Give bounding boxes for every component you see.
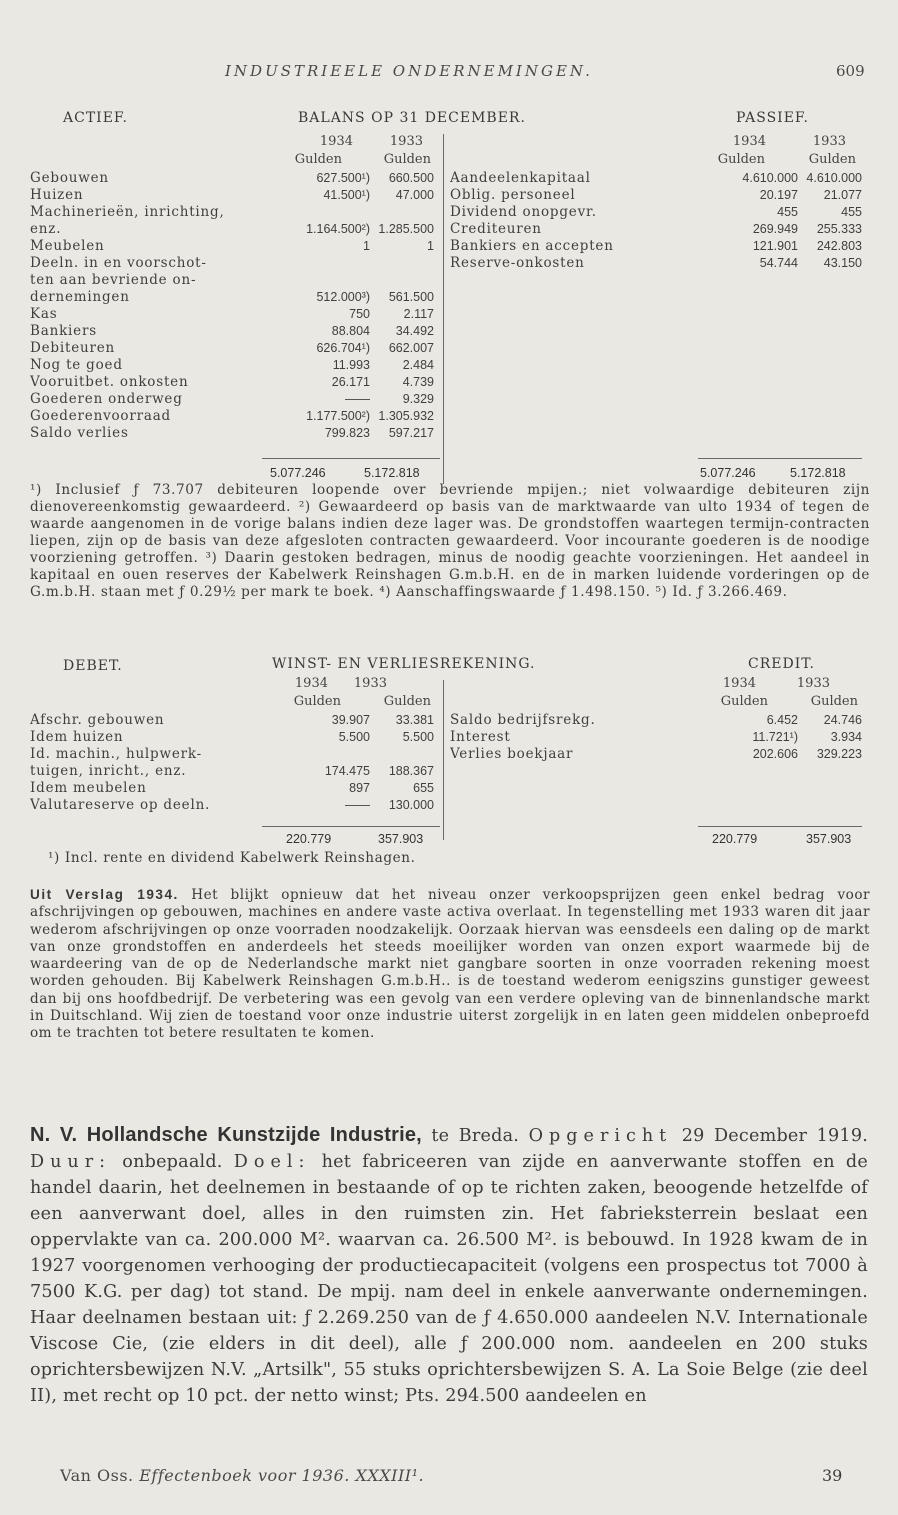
credit-row-value-1933: 329.223 [816,747,862,761]
actief-row-value-1933: 660.500 [388,171,434,185]
passief-row [450,221,862,238]
passief-col-1934: 1934 [732,134,766,149]
credit-row [450,712,862,729]
passief-col-1933: 1933 [812,134,846,149]
actief-row-label: dernemingen [30,289,130,305]
debet-row-label: tuigen, inricht., enz. [30,763,187,779]
passief-row-label: Dividend onopgevr. [450,204,597,220]
company-location: te Breda. [421,1126,529,1146]
actief-row-value-1934 [282,255,370,272]
doel-text: het fabriceeren van zijde en aanverwante stoffen en de handel daarin, het deelnemen in bestaande of op te richten zaken, beoogende hetzelfde of een aanverwant doel, alles in den ruimsten zin. Het fabrieksterrein beslaat een oppervlakte van ca. 200.000 M². waarvan ca. 26.500 M². is bebouwd. In 1928 kwam de in 1927 voorgenomen verhooging der productiecapaciteit (volgens een prospectus tot 7000 à 7500 K.G. per dag) tot stand. De mpij. nam deel in enkele aanverwante ondernemingen. Haar deelnamen bestaan uit: ƒ 2.269.250 van de ƒ 4.650.000 aandeelen N.V. Internationale Viscose Cie, (zie elders in dit deel), alle ƒ 200.000 nom. aandeelen en 200 stuks oprichtersbewijzen N.V. „Artsilk", 55 stuks oprichtersbewijzen S. A. La Soie Belge (zie deel II), met recht op 10 pct. der netto winst; Pts. 294.500 aandeelen en [30,1152,868,1406]
passief-row-value-1933: 21.077 [823,188,862,202]
actief-row-label: Bankiers [30,323,97,339]
actief-row-value-1933: 47.000 [395,188,434,202]
pl-divider [443,680,444,840]
actief-row-value-1933: 2.484 [402,358,434,372]
actief-row [30,272,434,289]
actief-row-value-1933: 1.285.500 [378,222,434,236]
actief-row-value-1933: 34.492 [395,324,434,338]
debet-row-value-1933: 655 [413,781,434,795]
passief-row-value-1934: 455 [777,205,798,219]
passief-row-value-1933: 4.610.000 [806,171,862,185]
actief-row-value-1933 [370,272,434,289]
actief-row-value-1934: —— [345,392,370,406]
passief-col-unit-1934: Gulden [717,152,765,167]
actief-row-value-1934: 11.993 [332,358,370,372]
actief-row-label: Meubelen [30,238,105,254]
verslag-heading: Uit Verslag 1934. [30,887,179,902]
actief-row [30,204,434,221]
credit-col-1934: 1934 [722,676,756,691]
passief-total-rule [698,458,862,459]
credit-total-1934: 220.779 [712,832,758,846]
credit-row-value-1934: 202.606 [752,747,798,761]
actief-row-value-1933: 662.007 [388,341,434,355]
footer-volume: XXXIII¹. [355,1466,425,1485]
footer-publisher: Van Oss. [60,1466,134,1485]
passief-row-label: Bankiers en accepten [450,238,614,254]
debet-row-value-1933: 188.367 [388,764,434,778]
actief-row-value-1934: 88.804 [331,324,370,338]
actief-row-value-1933 [370,255,434,272]
actief-row [30,289,434,306]
passief-row [450,187,862,204]
credit-row-label: Verlies boekjaar [450,746,574,762]
actief-total-1933: 5.172.818 [364,466,420,480]
footer-page-number: 39 [822,1466,843,1485]
debet-row [30,763,434,780]
debet-row-label: Id. machin., hulpwerk- [30,746,202,762]
actief-row [30,306,434,323]
passief-row-label: Aandeelenkapitaal [450,170,591,186]
actief-row [30,408,434,425]
passief-row-value-1933: 43.150 [823,256,862,270]
actief-row-value-1933 [370,204,434,221]
debet-col-unit-1934: Gulden [293,694,341,709]
credit-row-value-1934: 11.721¹) [752,730,798,744]
actief-col-1933: 1933 [389,134,423,149]
actief-row-label: ten aan bevriende on- [30,272,197,288]
balance-title: BALANS OP 31 DECEMBER. [298,110,526,126]
actief-row-label: Machinerieën, inrichting, [30,204,225,220]
debet-row-value-1934: 897 [349,781,370,795]
actief-row [30,238,434,255]
balance-divider [443,134,444,484]
actief-row-label: Nog te goed [30,357,123,373]
credit-row-value-1933: 3.934 [830,730,862,744]
debet-row-value-1934 [282,746,370,763]
footer-citation [60,1466,424,1485]
passief-table [450,170,862,272]
credit-col-unit-1933: Gulden [810,694,858,709]
actief-row-value-1933: 597.217 [388,426,434,440]
actief-row-label: Saldo verlies [30,425,129,441]
debet-row [30,729,434,746]
debet-col-1933: 1933 [353,676,387,691]
actief-row-label: Debiteuren [30,340,116,356]
debet-row-value-1934: 174.475 [324,764,370,778]
credit-total-rule [698,826,862,827]
actief-row-value-1933: 1.305.932 [378,409,434,423]
actief-row-value-1934: 799.823 [324,426,370,440]
debet-total-1934: 220.779 [286,832,332,846]
actief-row-label: Huizen [30,187,84,203]
debet-row-value-1933: 5.500 [402,730,434,744]
credit-row-label: Interest [450,729,511,745]
debet-row-label: Valutareserve op deeln. [30,797,211,813]
actief-row-value-1934: 512.000³) [316,290,370,304]
actief-row-value-1934: 41.500¹) [323,188,370,202]
passief-row-value-1933: 242.803 [816,239,862,253]
actief-total-1934: 5.077.246 [270,466,326,480]
debet-label: DEBET. [63,658,123,674]
credit-table [450,712,862,763]
debet-row-value-1933: 130.000 [388,798,434,812]
debet-col-1934: 1934 [294,676,328,691]
debet-col-unit-1933: Gulden [383,694,431,709]
debet-row [30,797,434,814]
actief-row-value-1934: 627.500¹) [316,171,370,185]
debet-row-value-1933 [370,746,434,763]
credit-row-label: Saldo bedrijfsrekg. [450,712,596,728]
actief-col-unit-1933: Gulden [383,152,431,167]
credit-row-value-1934: 6.452 [766,713,798,727]
debet-row-label: Afschr. gebouwen [30,712,165,728]
actief-row-value-1933: 4.739 [402,375,434,389]
doel-label: Doel: [233,1152,311,1172]
passief-row-value-1934: 269.949 [752,222,798,236]
actief-col-unit-1934: Gulden [294,152,342,167]
passief-row-value-1934: 4.610.000 [742,171,798,185]
actief-row-value-1933: 9.329 [402,392,434,406]
credit-total-1933: 357.903 [806,832,852,846]
passief-row-label: Oblig. personeel [450,187,576,203]
passief-row-label: Reserve-onkosten [450,255,585,271]
actief-row-label: Kas [30,306,58,322]
passief-row-value-1934: 54.744 [759,256,798,270]
credit-row [450,729,862,746]
running-header-title: INDUSTRIEELE ONDERNEMINGEN. [225,62,593,80]
passief-row-label: Crediteuren [450,221,542,237]
credit-col-1933: 1933 [796,676,830,691]
actief-row-value-1934: 1.164.500²) [306,222,370,236]
passief-label: PASSIEF. [736,110,809,126]
footer-book-title: Effectenboek voor 1936. [139,1466,350,1485]
annual-report-excerpt [30,886,870,1043]
actief-row [30,323,434,340]
actief-row-label: Deeln. in en voorschot- [30,255,207,271]
actief-row-value-1934: 626.704¹) [316,341,370,355]
passief-col-unit-1933: Gulden [808,152,856,167]
verslag-text: Het blijkt opnieuw dat het niveau onzer verkoopsprijzen geen enkel bedrag voor afschrijvingen op gebouwen, machines en andere vaste activa overlaat. In tegenstelling met 1933 waren dit jaar wederom afschrijvingen op onze voorraden noodzakelijk. Oorzaak hiervan was eensdeels een daling op de markt van onze grondstoffen en anderdeels het steeds moeilijker worden van onzen export waarmede bij de waardeering van de op de Nederlandsche markt niet gangbare soorten in onze voorraden rekening moest worden gehouden. Bij Kabelwerk Reinshagen G.m.b.H.. is de toestand wederom eenigszins gunstiger geweest dan bij ons hoofdbedrijf. De verbetering was een gevolg van een verdere opleving van de binnenlandsche markt in Duitschland. Wij zien de toestand voor onze industrie uiterst zorgelijk in en laten geen middelen onbeproefd om te trachten tot betere resultaten te komen. [30,887,870,1042]
passief-row [450,255,862,272]
debet-row [30,712,434,729]
actief-row-value-1933: 1 [427,239,434,253]
debet-row-label: Idem huizen [30,729,124,745]
credit-label: CREDIT. [748,656,815,672]
actief-row-value-1934: 750 [349,307,370,321]
actief-row [30,187,434,204]
balance-footnotes: ¹) Inclusief ƒ 73.707 debiteuren loopende over bevriende mpijen.; niet volwaardige debiteuren zijn dienovereenkomstig gewaardeerd. ²) Gewaardeerd op basis van de marktwaarde van ulto 1934 of tegen de waarde aangenomen in de vorige balans indien deze lager was. De grondstoffen waartegen termijn-contracten liepen, zijn op de basis van deze afgesloten contracten gewaardeerd. Voor incourante goederen is de noodige voorziening getroffen. ³) Daarin gestoken bedragen, minus de noodig geachte voorzieningen. Het aandeel in kapitaal en ouen reserves der Kabelwerk Reinshagen G.m.b.H. en de in marken luidende vorderingen op de G.m.b.H. staan met ƒ 0.29½ per mark te boek. ⁴) Aanschaffingswaarde ƒ 1.498.150. ⁵) Id. ƒ 3.266.469. [30,482,870,600]
debet-row-value-1934: 5.500 [338,730,370,744]
actief-row [30,170,434,187]
pl-title: WINST- EN VERLIESREKENING. [272,656,536,672]
actief-row [30,425,434,442]
passief-row-value-1934: 121.901 [752,239,798,253]
actief-row-label: Gebouwen [30,170,109,186]
duur-label: Duur: [30,1152,112,1172]
company-name: N. V. Hollandsche Kunstzijde Industrie, [30,1124,422,1146]
debet-total-1933: 357.903 [378,832,424,846]
debet-total-rule [262,826,440,827]
actief-col-1934: 1934 [319,134,353,149]
actief-row-value-1934 [282,204,370,221]
credit-row [450,746,862,763]
opgericht-label: Opgericht [528,1126,673,1146]
actief-row [30,357,434,374]
debet-row [30,746,434,763]
page-number: 609 [836,62,865,80]
actief-row-label: enz. [30,221,62,237]
actief-row-value-1933: 2.117 [403,307,434,321]
debet-row [30,780,434,797]
passief-total-1934: 5.077.246 [700,466,756,480]
actief-row [30,255,434,272]
running-header [0,62,898,84]
passief-row [450,238,862,255]
actief-row [30,221,434,238]
passief-row-value-1933: 455 [841,205,862,219]
actief-row [30,374,434,391]
actief-row-label: Goederenvoorraad [30,408,171,424]
credit-row-value-1933: 24.746 [823,713,862,727]
actief-row-value-1934: 1 [363,239,370,253]
company-entry [30,1122,868,1409]
pl-footnote: ¹) Incl. rente en dividend Kabelwerk Reinshagen. [48,850,416,866]
passief-row [450,170,862,187]
actief-row [30,391,434,408]
actief-label: ACTIEF. [63,110,128,126]
actief-row [30,340,434,357]
opgericht-text: 29 December 1919. [672,1126,869,1146]
actief-total-rule [262,458,440,459]
actief-row-label: Goederen onderweg [30,391,183,407]
debet-row-value-1934: —— [345,798,370,812]
actief-row-value-1934: 26.171 [331,375,370,389]
actief-row-value-1933: 561.500 [388,290,434,304]
passief-row-value-1933: 255.333 [816,222,862,236]
actief-row-value-1934 [282,272,370,289]
actief-table [30,170,434,442]
debet-row-label: Idem meubelen [30,780,147,796]
debet-row-value-1933: 33.381 [395,713,434,727]
passief-total-1933: 5.172.818 [790,466,846,480]
passief-row-value-1934: 20.197 [759,188,798,202]
debet-row-value-1934: 39.907 [331,713,370,727]
actief-row-value-1934: 1.177.500²) [306,409,370,423]
passief-row [450,204,862,221]
debet-table [30,712,434,814]
actief-row-label: Vooruitbet. onkosten [30,374,189,390]
page-footer [0,1466,898,1490]
credit-col-unit-1934: Gulden [720,694,768,709]
duur-text: onbepaald. [111,1152,234,1172]
